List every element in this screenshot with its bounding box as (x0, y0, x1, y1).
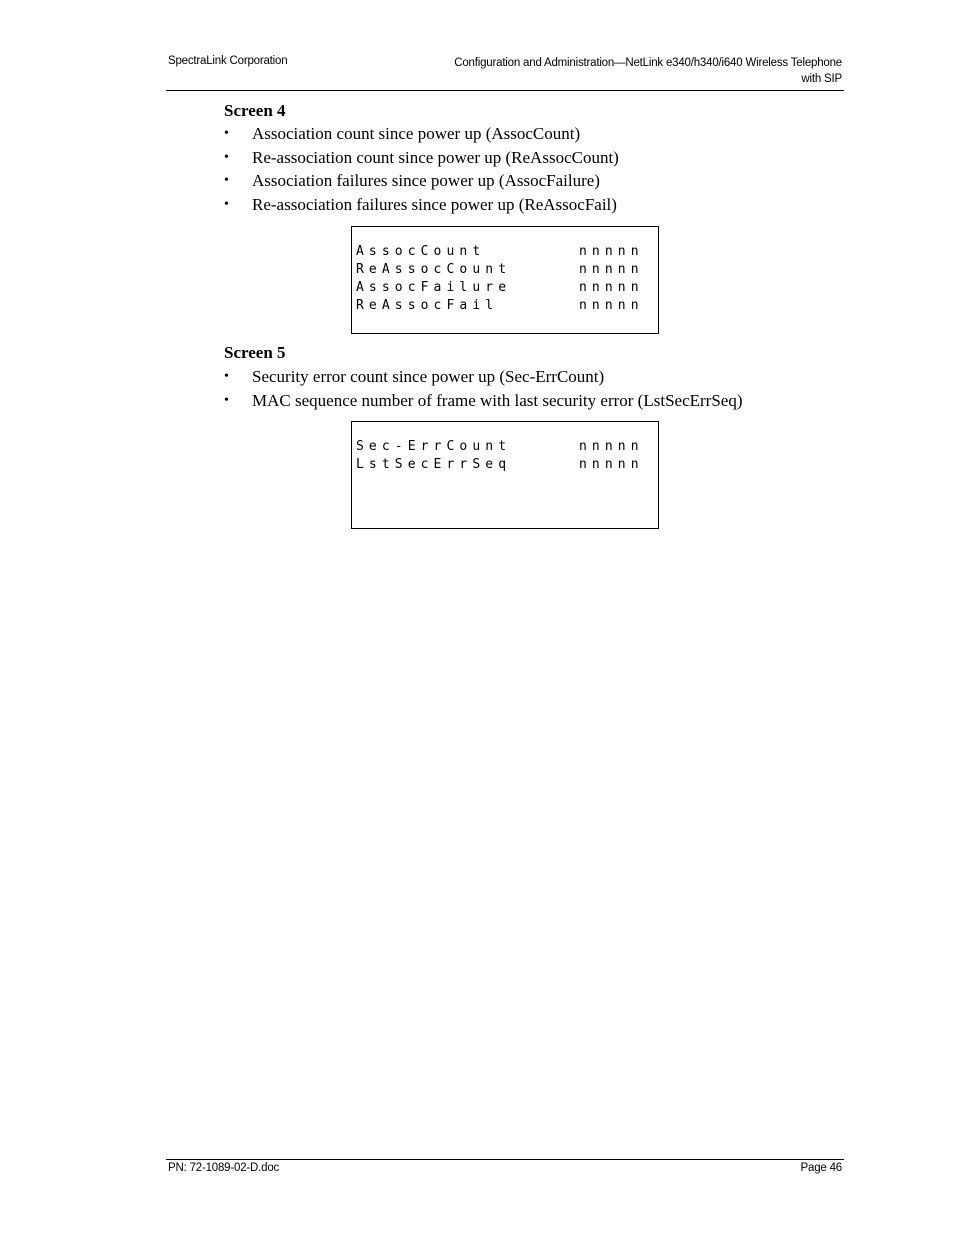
bullet-icon: • (224, 173, 229, 189)
list-item (224, 365, 742, 389)
header-doc-title-line1: Configuration and Administration—NetLink e340/h340/i640 Wireless Telephone (454, 57, 842, 69)
bullet-icon: • (224, 392, 229, 408)
display-row-value: nnnnn (579, 457, 644, 472)
bullet-icon: • (224, 126, 229, 141)
bullet-text: MAC sequence number of frame with last security error (LstSecErrSeq) (252, 390, 743, 410)
bullet-icon: • (224, 369, 229, 384)
display-row (352, 244, 658, 262)
footer-part-number: PN: 72-1089-02-D.doc (168, 1162, 280, 1174)
screen4-bullet-list (224, 122, 619, 217)
display-row-label: LstSecErrSeq (356, 457, 512, 472)
screen5-display (351, 421, 659, 529)
bullet-icon: • (224, 197, 229, 213)
display-row-value: nnnnn (579, 262, 644, 277)
display-row (352, 298, 658, 316)
header-doc-title (372, 55, 842, 87)
bullet-text: Re-association failures since power up (ReAssocFail) (252, 195, 617, 215)
bullet-text: Security error count since power up (Sec-ErrCount) (252, 367, 605, 386)
footer-divider (166, 1159, 844, 1160)
footer-page-number: Page 46 (800, 1162, 842, 1174)
display-row (352, 262, 658, 280)
display-row (352, 280, 658, 298)
display-row-label: ReAssocCount (356, 262, 512, 277)
list-item (224, 122, 619, 146)
header-doc-title-line2: with SIP (801, 73, 842, 85)
display-row-label: Sec-ErrCount (356, 439, 512, 454)
screen5-bullet-list (224, 365, 742, 412)
header-divider (166, 90, 844, 91)
bullet-text: Association count since power up (AssocCount) (252, 124, 581, 143)
bullet-text: Association failures since power up (AssocFailure) (252, 171, 600, 191)
bullet-icon: • (224, 149, 229, 165)
display-row-label: AssocFailure (356, 280, 512, 295)
display-row-value: nnnnn (579, 244, 644, 259)
header-company: SpectraLink Corporation (168, 55, 288, 67)
display-row-value: nnnnn (579, 280, 644, 295)
display-row-value: nnnnn (579, 439, 644, 454)
list-item (224, 169, 619, 193)
screen5-title: Screen 5 (224, 343, 286, 362)
display-row-label: AssocCount (356, 244, 486, 259)
display-row (352, 457, 658, 475)
display-row-label: ReAssocFail (356, 298, 499, 313)
bullet-text: Re-association count since power up (ReAssocCount) (252, 147, 619, 167)
display-row-value: nnnnn (579, 298, 644, 313)
list-item (224, 193, 619, 217)
display-row (352, 439, 658, 457)
list-item (224, 146, 619, 170)
screen4-title: Screen 4 (224, 101, 286, 120)
screen4-display (351, 226, 659, 334)
list-item (224, 389, 742, 413)
